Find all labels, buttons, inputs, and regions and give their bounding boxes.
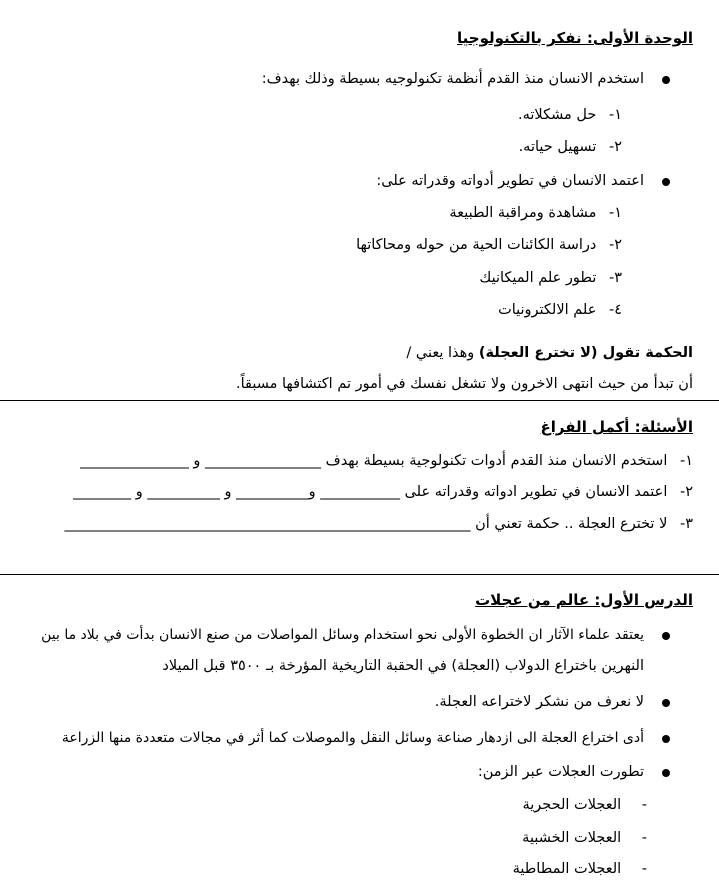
wheel-item-2 [522, 828, 647, 848]
wheel-dash: - [641, 797, 647, 813]
question-text: استخدم الانسان منذ القدم أدوات تكنولوجية بسيطة بهدف ________________ و _______________ [80, 453, 668, 469]
lesson-paragraph-1-line-2: النهرين باختراع الدولاب (العجلة) في الحقبة التاريخية المؤرخة بـ ٣٥٠٠ قبل الميلاد [162, 658, 644, 674]
bullet-dot [662, 769, 670, 777]
wisdom-label: الحكمة تقول (لا تخترع العجلة) [478, 345, 693, 361]
wheel-item-1 [522, 795, 647, 815]
question-number: ١- [679, 453, 693, 469]
bullet-dot [662, 699, 670, 707]
means-text: علم الالكترونيات [498, 302, 597, 318]
means-item-3 [479, 268, 622, 288]
question-item-3 [65, 514, 694, 534]
question-number: ٢- [679, 484, 693, 500]
bullet-dot [662, 735, 670, 743]
means-number: ٣- [608, 270, 622, 286]
wheel-dash: - [641, 830, 647, 846]
goal-text: حل مشكلاته. [518, 107, 597, 123]
unit-title: الوحدة الأولى: نفكر بالتكنولوجيا [457, 29, 693, 47]
wheel-item-3 [513, 859, 647, 879]
goal-item-2 [519, 137, 622, 157]
means-number: ١- [608, 205, 622, 221]
means-number: ٤- [608, 302, 622, 318]
wheel-text: العجلات الخشبية [522, 830, 622, 846]
unit-bullet-2: اعتمد الانسان في تطوير أدواته وقدراته على: [376, 173, 644, 189]
bullet-dot [662, 632, 670, 640]
question-number: ٣- [679, 516, 693, 532]
question-item-1 [80, 451, 693, 471]
unit-bullet-1: استخدم الانسان منذ القدم أنظمة تكنولوجيه بسيطة وذلك بهدف: [261, 71, 644, 87]
lesson-paragraph-2: لا نعرف من نشكر لاختراعه العجلة. [434, 694, 644, 710]
wisdom-line [406, 343, 693, 363]
goal-number: ٢- [608, 139, 622, 155]
means-number: ٢- [608, 237, 622, 253]
goal-number: ١- [608, 107, 622, 123]
wisdom-text: أن تبدأ من حيث انتهى الاخرون ولا تشغل نفسك في أمور تم اكتشافها مسبقاً. [235, 376, 693, 392]
means-item-1 [449, 203, 622, 223]
means-text: دراسة الكائنات الحية من حوله ومحاكاتها [356, 237, 597, 253]
means-text: مشاهدة ومراقبة الطبيعة [449, 205, 597, 221]
goal-text: تسهيل حياته. [518, 139, 597, 155]
means-text: تطور علم الميكانيك [479, 270, 597, 286]
bullet-dot [662, 76, 670, 84]
lesson-paragraph-1-line-1: يعتقد علماء الآثار ان الخطوة الأولى نحو استخدام وسائل المواصلات من صنع الانسان بدأت في بلاد ما بين [41, 627, 644, 643]
wheel-dash: - [641, 861, 647, 877]
means-item-4 [498, 300, 622, 320]
question-item-2 [73, 482, 693, 502]
wheel-text: العجلات الحجرية [522, 797, 622, 813]
means-item-2 [356, 235, 622, 255]
question-text: لا تخترع العجلة .. حكمة تعني أن ________________________________________________________ [64, 516, 668, 532]
questions-title: الأسئلة: أكمل الفراغ [540, 418, 693, 436]
goal-item-1 [518, 105, 622, 125]
wheel-text: العجلات المطاطية [512, 861, 622, 877]
divider [0, 574, 719, 575]
divider [0, 400, 719, 401]
lesson-paragraph-3: أدى اختراع العجلة الى ازدهار صناعة وسائل النقل والموصلات كما أثر في مجالات متعددة منها الزراعة [61, 730, 644, 746]
lesson-title: الدرس الأول: عالم من عجلات [475, 591, 693, 609]
wisdom-suffix: وهذا يعني / [406, 345, 479, 361]
bullet-dot [662, 178, 670, 186]
question-text: اعتمد الانسان في تطوير ادواته وقدراته على ___________ و__________ و __________ و ________ [73, 484, 668, 500]
lesson-paragraph-4: تطورت العجلات عبر الزمن: [477, 764, 644, 780]
